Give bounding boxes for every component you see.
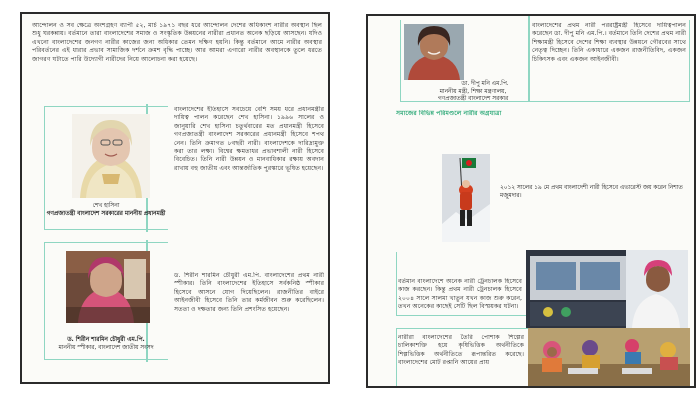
intro-paragraph: আন্দোলন ও সব ক্ষেত্রে অংশগ্রহণ ব্যাপী ৫২, মার্চ ১৯৭১ বছর ধরে আন্দোলন দেশের অধিকাংশ নারীর অবস্থান ছিল শুধু ঘরকন্নায়। বর্তমানে তারা বাংলাদেশের সমাজ ও সংস্কৃতিক উন্নয়নের নারীরা প্রধানত অনেক ছড়িয়ে আসছেন। যদিও এখনো বাংলাদেশের জনগণ নারীর কাজের জন্য অধিকার তেমন দক্ষিণ হয়নি। কিন্তু বর্তমানে আমে নারীর অবস্থার পরিবর্তনের এই ধারার প্রভাব সামাজিক দর্শনে ক্রমশ বৃদ্ধি পাচ্ছে। আর আমরা এগারো নারীর অবস্থানকে তুলে ধরতে জাগরণ ঘটাতে পারি উদ্যোগী নারীদের নিয়ে আলোচনা করা হয়েছে। [32,22,322,63]
caption-title-dipu-2: গণপ্রজাতন্ত্রী বাংলাদেশ সরকার [437,96,509,102]
photo-train-driver [526,250,688,328]
portrait-dipu-moni [404,24,464,80]
photo-garment-workers [528,328,690,388]
section-title: সমাজের বিভিন্ন পরিমণ্ডলে নারীর অগ্রযাত্রা [396,110,502,117]
caption-name-shirin: ড. শিরীন শারমিন চৌধুরী এম.পি. [67,337,145,343]
photo-everest-climber [442,154,490,242]
caption-name-dipu: ডা. দীপু মনি এম.পি. [461,81,509,87]
portrait-sheikh-hasina [72,114,150,198]
caption-name-hasina: শেখ হাসিনা [92,203,120,209]
right-page [366,14,696,388]
caption-title-dipu-1: মাননীয় মন্ত্রী, শিক্ষা মন্ত্রণালয়, [439,89,507,95]
left-page [20,12,330,384]
hasina-paragraph: বাংলাদেশের ইতিহাসে সবচেয়ে বেশি সময় ধরে প্রধানমন্ত্রীর দায়িত্ব পালন করেছেন শেখ হাসিনা। ১৯৯৬ সালের ও জানুয়ারি শেখ হাসিনা চতুর্থবারের মত প্রধানমন্ত্রী হিসেবে গণপ্রজাতন্ত্রী বাংলাদেশ সরকারের প্রধানমন্ত্রী হিসেবে শপথ নেন। তিনি ক্রমাগত ৮বছরী নারী। বাংলাদেশকে দারিদ্র্যমুক্ত করা তার লক্ষ্য। বিশ্বের ক্ষমতাধর প্রভাবশালী নারী হিসেবে বিবেচিত। তিনি নারী উন্নয়ন ও মানবাধিকার রক্ষায় অবদান রাখায় বহু জাতীয় এবং আন্তর্জাতিক পুরস্কারে ভূষিত হয়েছেন। [174,106,324,172]
everest-caption: ২০১২ সালের ১৯ মে প্রথম বাংলাদেশী নারী হিসেবে এভারেস্ট জয় করেন নিশাত মজুমদার। [500,185,683,199]
caption-title-shirin: মাননীয় স্পীকার, বাংলাদেশ জাতীয় সংসদ [58,345,154,351]
dipu-paragraph: বাংলাদেশের প্রথম নারী পররাষ্ট্রমন্ত্রী হিসেবে দায়িত্বপালন করেছেন ডা. দীপু মনি এম.পি.। বর্তমানে তিনি দেশের প্রথম নারী শিক্ষামন্ত্রী হিসেবে দেশের শিক্ষা ব্যবস্থার উন্নয়নে গৌরবের সাথে নেতৃত্ব দিচ্ছেন। তিনি একাধারে একজন রাজনীতিবিদ, একজন চিকিৎসক এবং একজন আইনজীবী। [532,22,686,63]
shirin-paragraph: ড. শিরীন শারমিন চৌধুরী এম.পি. বাংলাদেশের প্রথম নারী স্পীকার। তিনি বাংলাদেশের ইতিহাসে সর্বকনিষ্ঠ স্পীকার হিসেবে আসনে যোগ দিয়েছিলেন। রাজনীতির বাইরে আইনজীবী হিসেবে তিনি তার কর্মজীবন শুরু করেছিলেন। সততা ও দক্ষতার জন্য তিনি প্রশংসিত হয়েছেন। [174,272,324,313]
train-paragraph: বর্তমান বাংলাদেশে অনেক নারী ট্রেনচালক হিসেবে কাজ করছেন। কিন্তু প্রথম নারী ট্রেনচালক হিসেবে ২০০৪ সালে সালমা খাতুন যখন কাজ শুরু করেন, তখন অনেকের কাছেই সেটি ছিল বিস্ময়কর ঘটনা। [398,278,522,311]
portrait-shirin-sharmin [66,251,150,323]
garment-paragraph: নারীরা বাংলাদেশের তৈরি পোশাক শিল্পের চালিকাশক্তি হয়ে কৃষিভিত্তিক অর্থনীতিকে শিল্পভিত্তিক অর্থনীতিতে রূপান্তরিত করেছে। বাংলাদেশের মোট রপ্তানি আয়ের প্রায় [398,334,524,367]
caption-title-hasina: গণপ্রজাতন্ত্রী বাংলাদেশ সরকারের মাননীয় প্রধানমন্ত্রী [46,211,166,217]
